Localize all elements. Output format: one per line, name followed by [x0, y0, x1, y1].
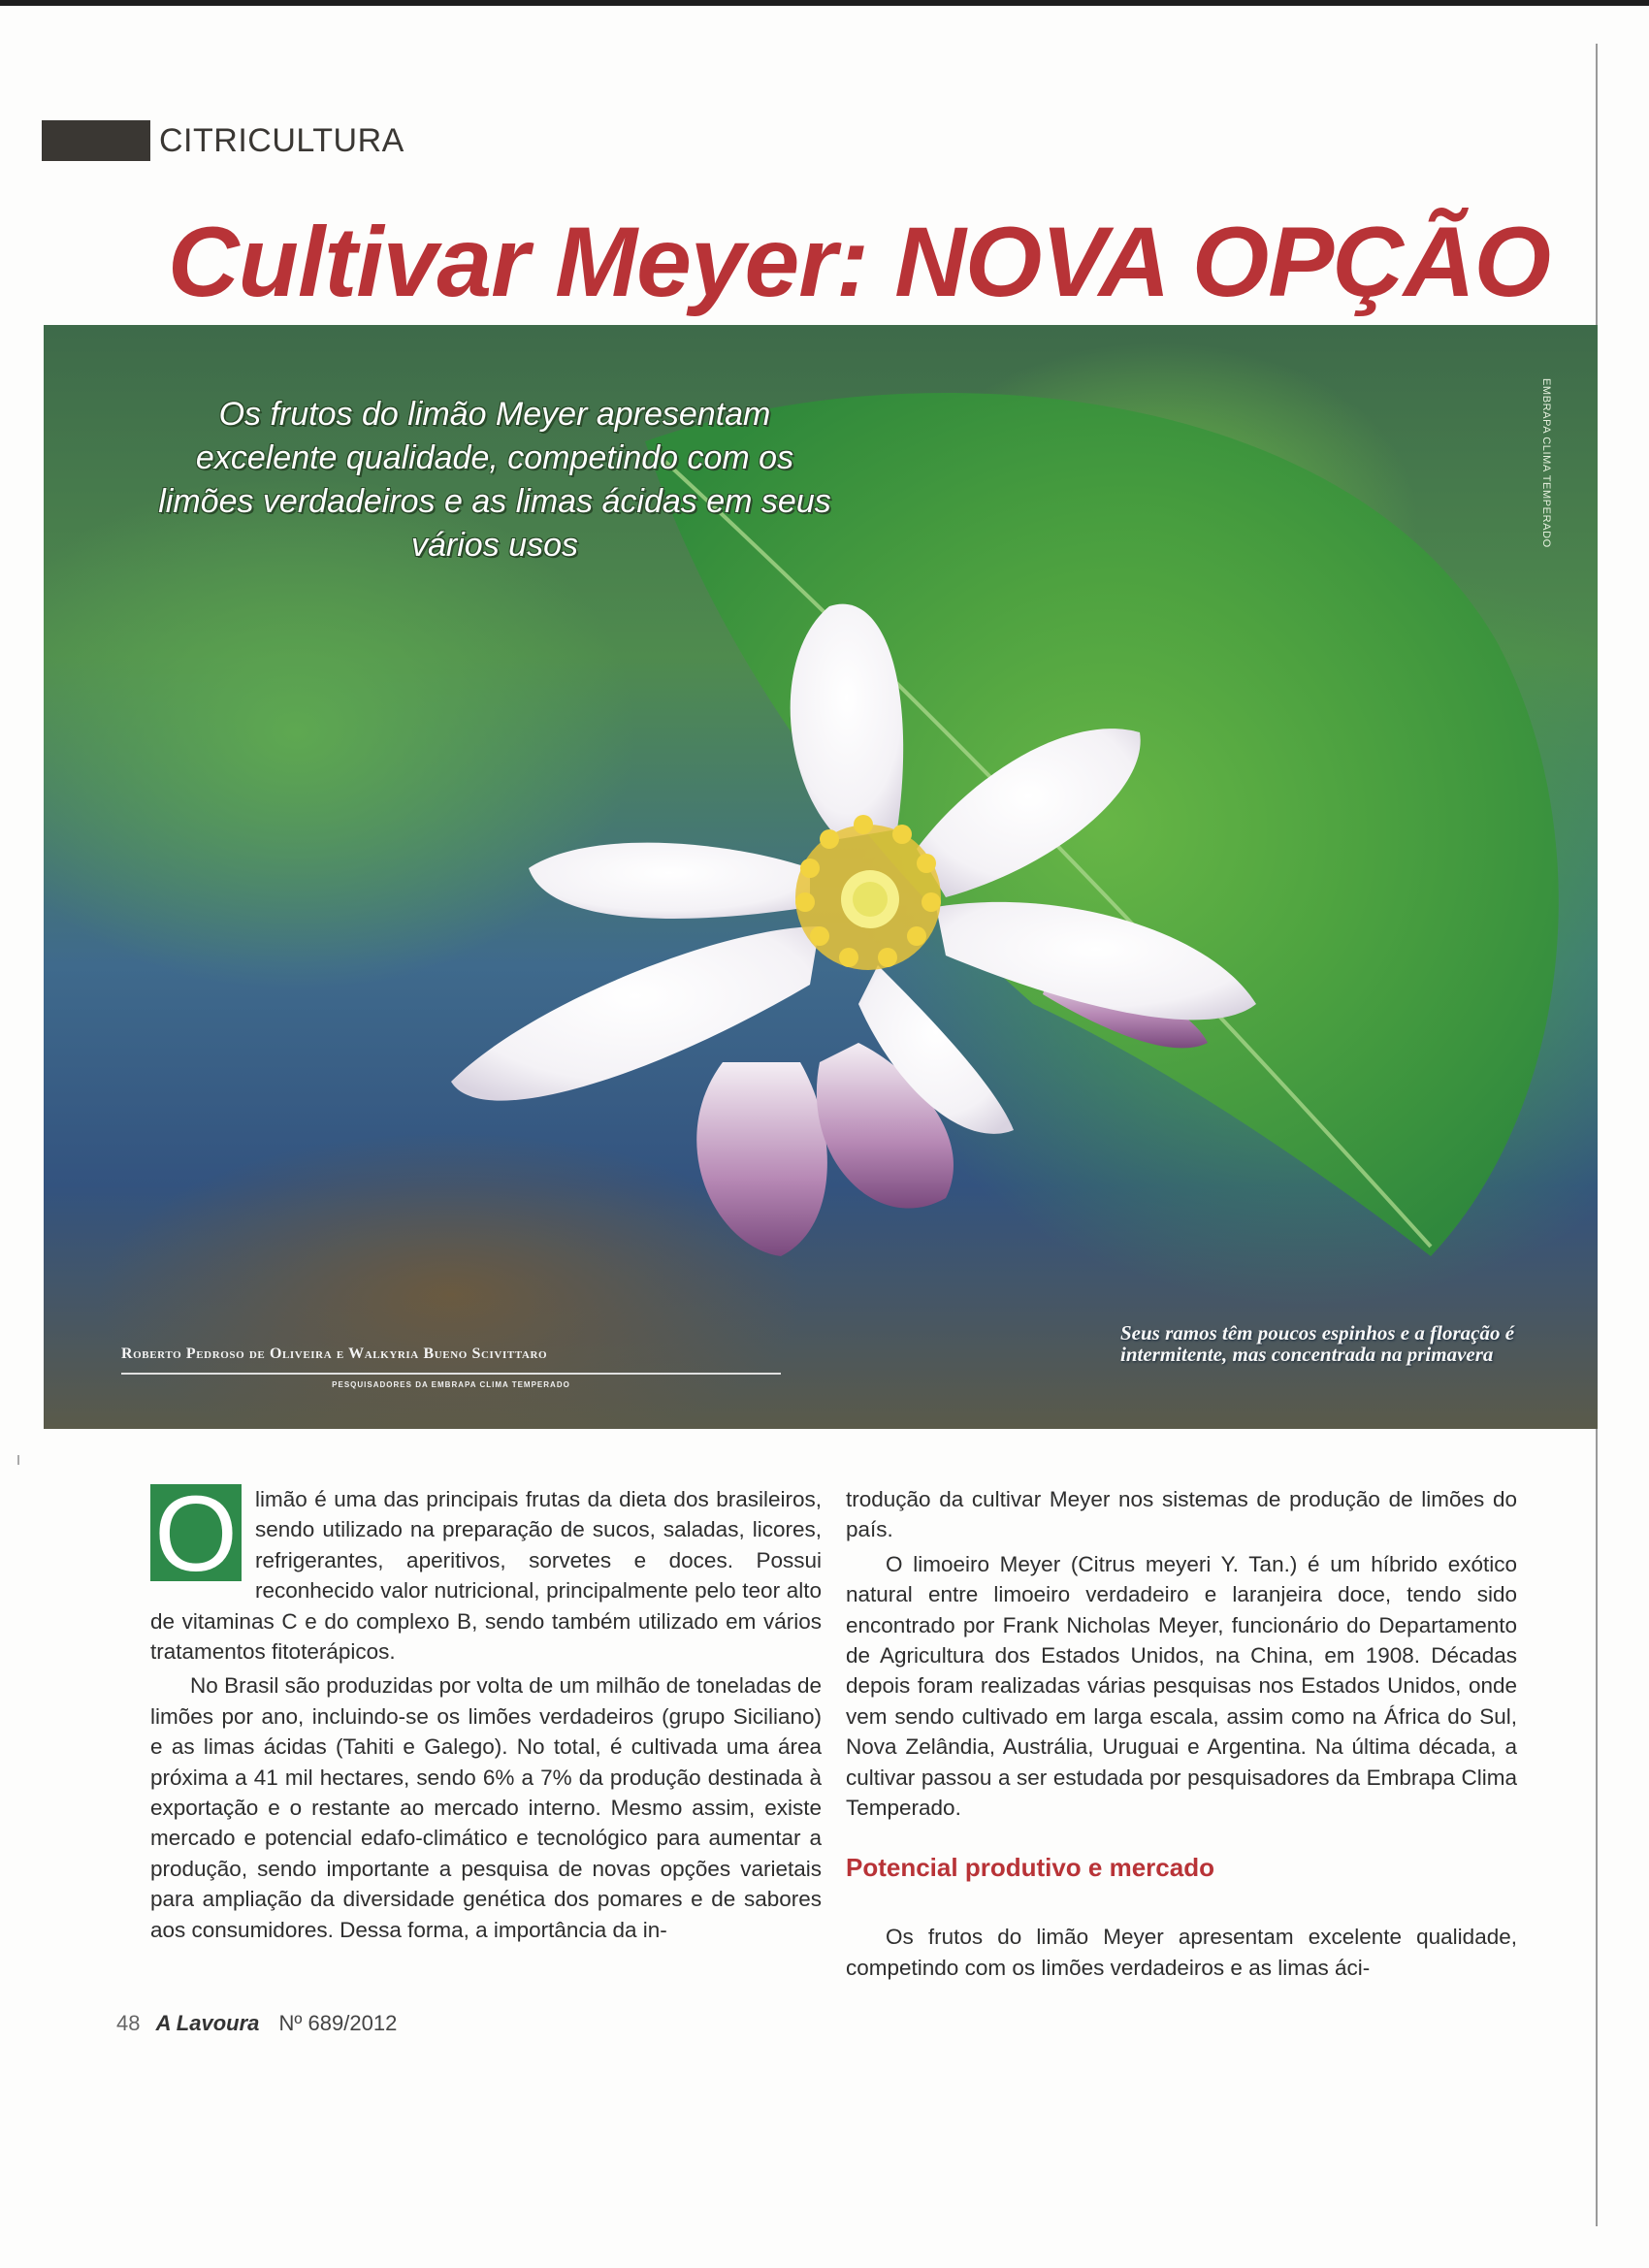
authors-rule	[121, 1373, 781, 1375]
page-footer	[116, 2008, 397, 2039]
page-number: 48	[116, 2011, 141, 2035]
article-paragraph: O limoeiro Meyer (Citrus meyeri Y. Tan.) é um híbrido exótico natural entre limoeiro verdadeiro e laranjeira doce, tendo sido encontrado por Frank Nicholas Meyer, funcionário do Departamento de Agricultura dos Estados Unidos, na China, em 1908. Décadas depois foram realizadas várias pesquisas nos Estados Unidos, onde vem sendo cultivado em larga escala, assim como na África do Sul, Nova Zelândia, Austrália, Uruguai e Argentina. Na última década, a cultivar passou a ser estudada por pesquisadores da Embrapa Clima Temperado.	[846, 1551, 1517, 1821]
article-paragraph: O limão é uma das principais frutas da dieta dos brasileiros, sendo utilizado na preparação de sucos, saladas, licores, refrigerantes, aperitivos, sorvetes e doces. Possui reconhecido valor nutricional, principalmente pelo teor alto de vitaminas C e do complexo B, sendo também utilizado em vários tratamentos fitoterápicos.	[150, 1474, 822, 1665]
issue-number: Nº 689/2012	[278, 2011, 398, 2035]
article-column-left	[150, 1474, 822, 1949]
magazine-name: A Lavoura	[155, 2011, 260, 2035]
photo-credit: EMBRAPA CLIMA TEMPERADO	[1540, 378, 1552, 548]
dropcap: O	[150, 1484, 242, 1581]
photo-caption: Seus ramos têm poucos espinhos e a floração é intermitente, mas concentrada na primavera	[1120, 1321, 1515, 1366]
article-paragraph: Os frutos do limão Meyer apresentam excelente qualidade, competindo com os limões verdadeiros e as limas áci-	[846, 1925, 1517, 1980]
authors: Roberto Pedroso de Oliveira e Walkyria Bueno Scivittaro	[121, 1345, 548, 1362]
article-column-right	[846, 1484, 1517, 1987]
subhead: Potencial produtivo e mercado	[846, 1853, 1214, 1883]
flower-photo	[44, 325, 1598, 1429]
section-bar	[42, 120, 150, 161]
authors-affiliation: PESQUISADORES DA EMBRAPA CLIMA TEMPERADO	[332, 1380, 570, 1389]
left-margin-tick	[17, 1455, 19, 1465]
section-label: CITRICULTURA	[159, 122, 404, 159]
photo-subtitle: Os frutos do limão Meyer apresentam excelente qualidade, competindo com os limões verdadeiros e as limas ácidas em seus vários usos	[158, 396, 831, 564]
page-top-edge	[0, 0, 1649, 6]
article-paragraph: No Brasil são produzidas por volta de um milhão de toneladas de limões por ano, incluindo-se os limões verdadeiros (grupo Siciliano) e as limas ácidas (Tahiti e Galego). No total, é cultivada uma área próxima a 41 mil hectares, sendo 6% a 7% da produção destinada à exportação e o restante ao mercado interno. Mesmo assim, existe mercado e potencial edafo-climático e tecnológico para aumentar a produção, sendo importante a pesquisa de novas opções varietais para ampliação da diversidade genética dos pomares e de sabores aos consumidores. Dessa forma, a importância da in-	[150, 1673, 822, 1942]
article-paragraph: trodução da cultivar Meyer nos sistemas de produção de limões do país.	[846, 1487, 1517, 1542]
headline: Cultivar Meyer: NOVA OPÇÃO	[168, 207, 1550, 317]
